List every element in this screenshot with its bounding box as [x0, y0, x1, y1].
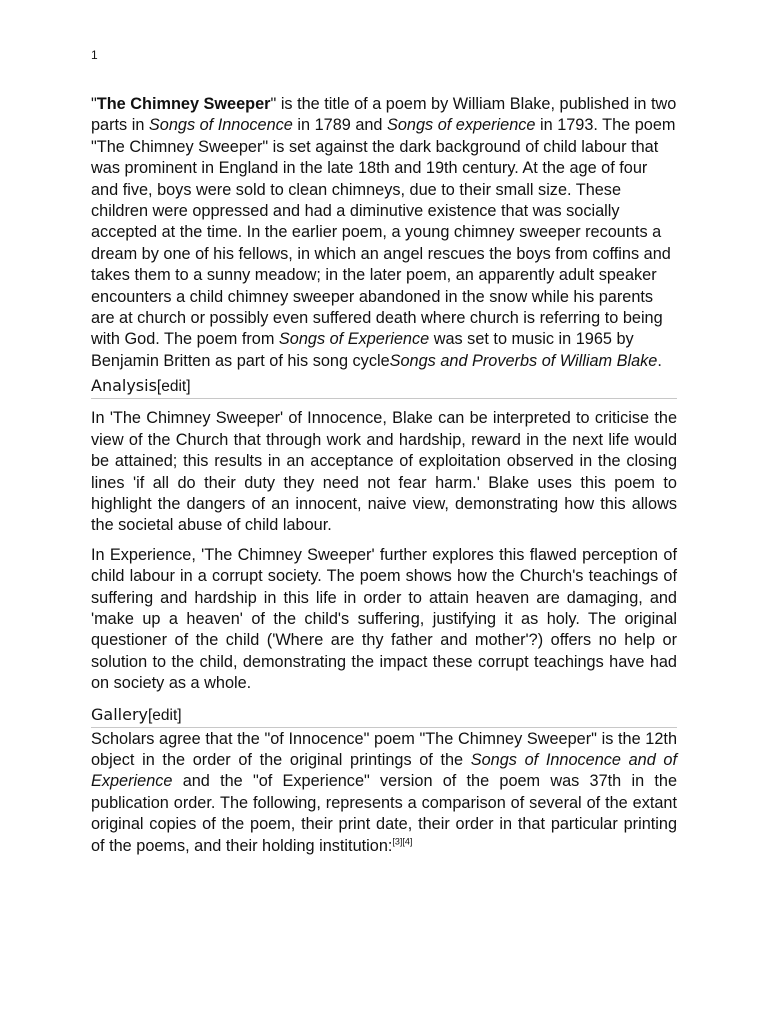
intro-text-4: was set to music in 1965 by Benjamin Britten as part of his song cycle: [91, 330, 634, 370]
intro-text-1: " is the title of a poem by William Blake, published in two parts in: [91, 95, 677, 135]
citation-refs[interactable]: [3][4]: [392, 836, 413, 847]
page-number: 1: [91, 48, 98, 62]
gallery-heading: [91, 704, 677, 728]
analysis-paragraph-2: In Experience, 'The Chimney Sweeper' further explores this flawed perception of child labour in a corrupt society. The poem shows how the Church's teachings of suffering and hardship in this life in order to attain heaven are damaging, and 'make up a heaven' of the child's suffering, justifying it as holy. The original questioner of the child ('Where are thy father and mother'?) offers no help or solution to the child, demonstrating the impact these corrupt teachings have had on society as a whole.: [91, 545, 677, 693]
gallery-book-title: Songs of Innocence and of Experience: [91, 750, 678, 791]
document-content: [91, 94, 677, 857]
intro-paragraph: [91, 94, 677, 372]
intro-quote-open: ": [91, 95, 97, 113]
intro-text-3: in 1793. The poem "The Chimney Sweeper" is set against the dark background of child labour that was prominent in England in the late 18th and 19th century. At the age of four and five, boys were sold to clean chimneys, due to their small size. These children were oppressed and had a diminutive existence that was socially accepted at the time. In the earlier poem, a young chimney sweeper recounts a dream by one of his fellows, in which an angel rescues the boys from coffins and takes them to a sunny meadow; in the later poem, an apparently adult speaker encounters a child chimney sweeper abandoned in the snow while his parents are at church or possibly even suffered death where church is referring to being with God. The poem from: [91, 116, 676, 349]
intro-text-5: .: [657, 351, 662, 370]
gallery-text-2: and the "of Experience" version of the poem was 37th in the publication order. The following, represents a comparison of several of the extant original copies of the poem, their print date, their order in that particular printing of the poems, and their holding institution:: [91, 772, 677, 855]
analysis-heading: [91, 375, 677, 399]
intro-text-2: in 1789 and: [292, 116, 388, 135]
intro-songs-experience-2: Songs of Experience: [278, 330, 430, 349]
analysis-edit-link[interactable]: [edit]: [156, 378, 191, 396]
intro-song-cycle: Songs and Proverbs of William Blake: [389, 351, 658, 370]
gallery-heading-title: Gallery: [91, 704, 148, 724]
analysis-paragraph-1: In 'The Chimney Sweeper' of Innocence, Blake can be interpreted to criticise the view of the Church that through work and hardship, reward in the next life would be attained; this results in an acceptance of exploitation observed in the closing lines 'if all do their duty they need not fear harm.' Blake uses this poem to highlight the dangers of an innocent, naive view, demonstrating how this allows the societal abuse of child labour.: [91, 409, 677, 535]
gallery-edit-link[interactable]: [edit]: [147, 706, 182, 724]
analysis-heading-title: Analysis: [91, 376, 157, 396]
gallery-paragraph: [91, 729, 677, 857]
intro-songs-innocence: Songs of Innocence: [148, 116, 293, 135]
poem-title-bold: The Chimney Sweeper: [96, 95, 271, 113]
gallery-text-1: Scholars agree that the "of Innocence" poem "The Chimney Sweeper" is the 12th object in the order of the original printings of the: [91, 729, 677, 769]
intro-songs-experience: Songs of experience: [387, 116, 536, 135]
